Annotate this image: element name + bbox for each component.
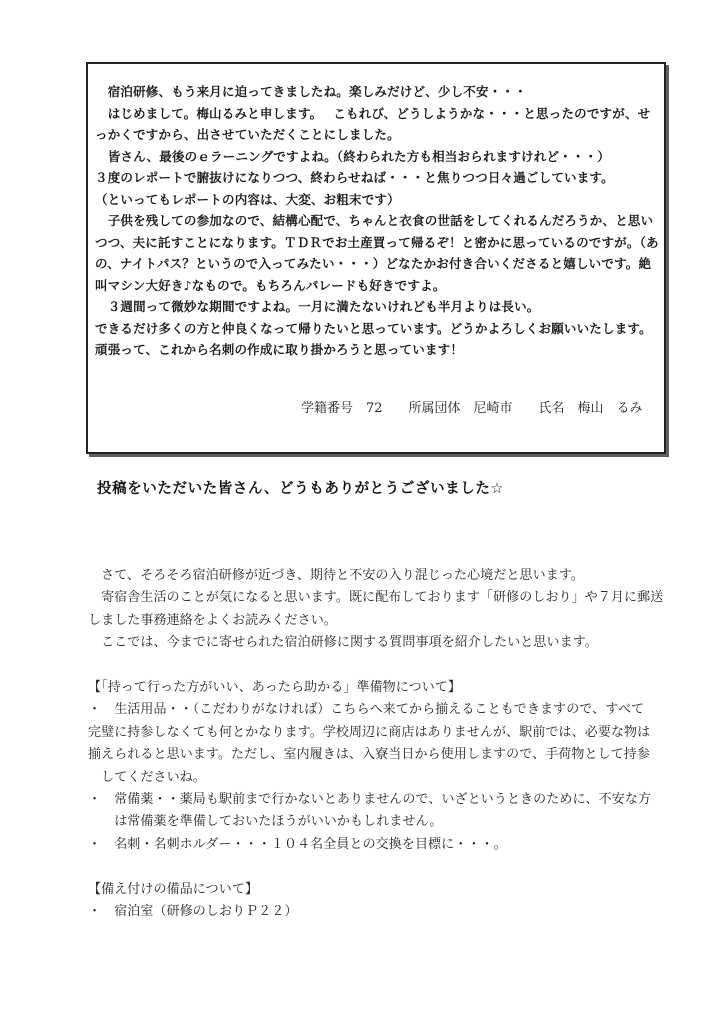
text-line: 揃えられると思います。ただし、室内履きは、入寮当日から使用しますので、手荷物として持参 <box>88 747 651 763</box>
text-line: 頑張って、これから名刺の作成に取り掛かろうと思っています！ <box>95 342 464 357</box>
text-line: できるだけ多くの方と仲良くなって帰りたいと思っています。どうかよろしくお願いいたします。 <box>95 320 652 336</box>
text-line: さて、そろそろ宿泊研修が近づき、期待と不安の入り混じった心境だと思います。 <box>88 568 584 583</box>
text-line: してくださいね。 <box>88 769 206 785</box>
text-line: ・ 常備薬・・薬局も駅前まで行かないとありませんので、いざというときのために、不安な方 <box>88 792 652 808</box>
text-line: つつ、夫に託すことになります。ＴＤＲでお土産買って帰るぞ！と密かに思っているのですが。（あ <box>95 234 659 250</box>
text-line: ・ 宿泊室（研修のしおりＰ２２） <box>88 904 298 920</box>
text-line: っかくですから、出させていただくことにしました。 <box>95 127 400 142</box>
letter-text <box>88 64 664 361</box>
text-line: ここでは、今までに寄せられた宿泊研修に関する質問事項を紹介したいと思います。 <box>88 635 598 651</box>
letter-box <box>86 62 666 454</box>
main-text <box>88 565 666 924</box>
text-line: は常備薬を準備しておいたほうがいいかもしれません。 <box>88 814 443 830</box>
text-line: 皆さん、最後のｅラーニングですよね。（終わられた方も相当おられますけれど・・・） <box>95 148 610 164</box>
text-line: 完璧に持参しなくても何とかなります。学校周辺に商店はありませんが、駅前では、必要な物は <box>88 724 651 740</box>
text-line: （といってもレポートの内容は、大変、お粗末です） <box>95 191 400 207</box>
text-line: 叫マシン大好き♪なもので。もちろんパレードも好きですよ。 <box>95 277 446 293</box>
text-line: 【備え付けの備品について】 <box>88 881 259 897</box>
text-line <box>88 856 666 878</box>
letter-signature: 学籍番号 72 所属団体 尼崎市 氏名 梅山 るみ <box>301 400 643 416</box>
text-line: ３週間って微妙な期間ですよね。一月に満たないけれども半月よりは長い。 <box>95 299 540 314</box>
text-line: ３度のレポートで腑抜けになりつつ、終わらせねば・・・と焦りつつ日々過ごしています。 <box>95 170 614 185</box>
text-line: 【「持って行った方がいい、あったら助かる」準備物について】 <box>88 680 462 696</box>
text-line: はじめまして。梅山るみと申します。 こもれび、どうしようかな・・・と思ったのですが、せ <box>95 105 651 121</box>
text-line: 子供を残しての参加なので、結構心配で、ちゃんと衣食の世話をしてくれるんだろうか、と思い <box>95 213 654 228</box>
text-line: の、ナイトパス？というので入ってみたい・・・）どなたかお付き合いくださると嬉しいです。絶 <box>95 256 652 271</box>
text-line: 寄宿舎生活のことが気になると思います。既に配布しております「研修のしおり」や７月に郵送 <box>88 590 664 606</box>
text-line: ・ 名刺・名刺ホルダー・・・１０４名全員との交換を目標に・・・。 <box>88 836 507 852</box>
thanks-heading: 投稿をいただいた皆さん、どうもありがとうございました☆ <box>97 481 505 497</box>
text-line: 宿泊研修、もう来月に迫ってきましたね。楽しみだけど、少し不安・・・ <box>95 84 527 99</box>
text-line: しました事務連絡をよくお読みください。 <box>88 612 337 628</box>
text-line <box>88 655 666 677</box>
text-line: ・ 生活用品・・（こだわりがなければ）こちらへ来てから揃えることもできますので、すべて <box>88 702 645 718</box>
